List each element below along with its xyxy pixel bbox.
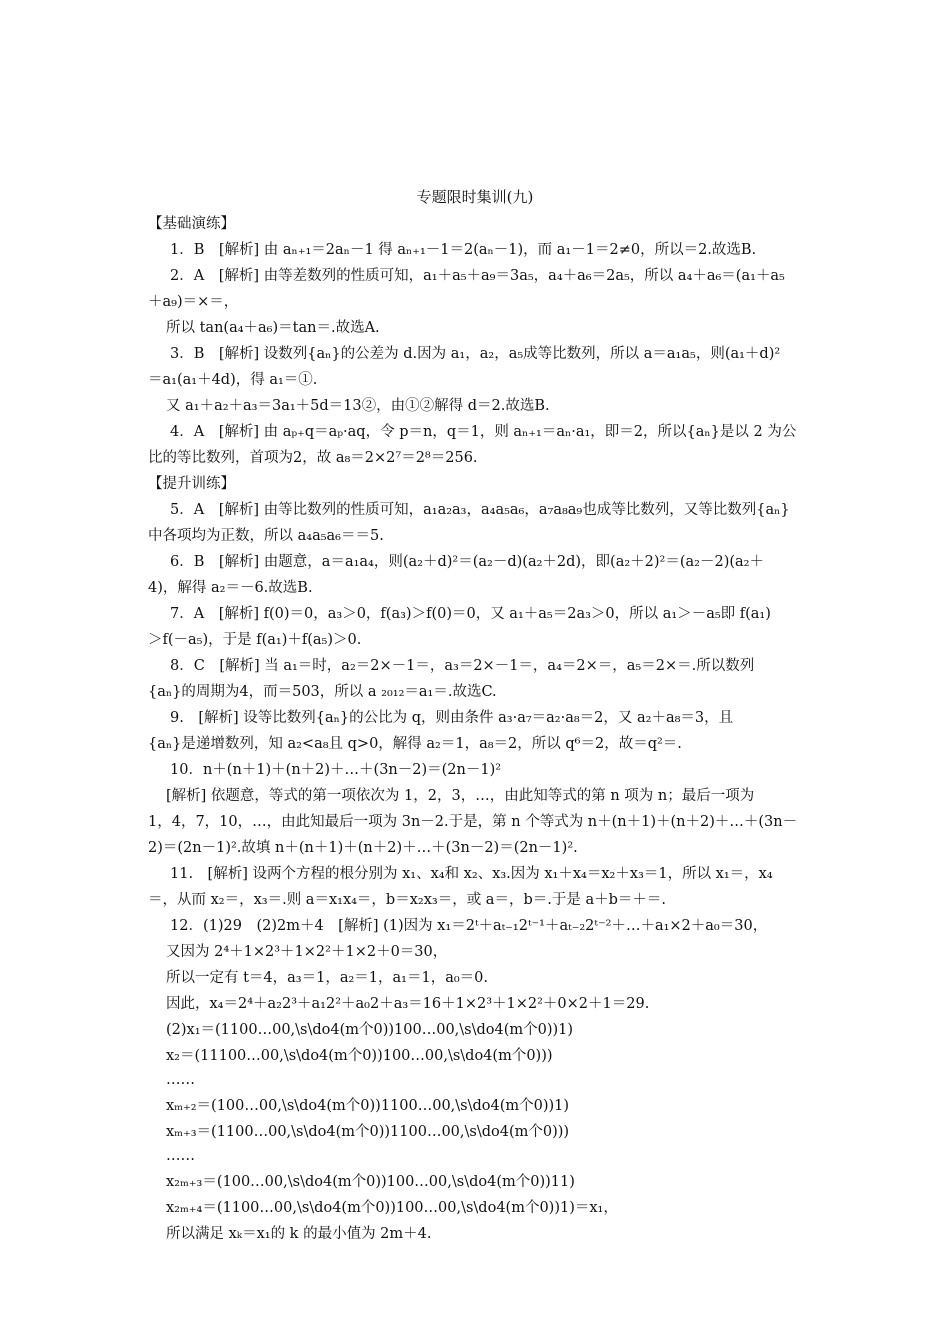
answer-12-line-6: x₂＝(11100…00,\s\do4(m个0))100…00,\s\do4(m个0))) (166, 1048, 553, 1064)
answer-5-line-1: 5．A [解析] 由等比数列的性质可知，a₁a₂a₃，a₄a₅a₆，a₇a₈a₉也成等比数列，又等比数列{aₙ} (170, 502, 790, 518)
answer-10-line-4: 2)＝(2n－1)².故填 n＋(n＋1)＋(n＋2)＋…＋(3n－2)＝(2n－1)². (148, 840, 578, 856)
answer-7-line-2: ＞f(－a₅)，于是 f(a₁)＋f(a₅)＞0. (148, 632, 362, 648)
answer-6-line-1: 6．B [解析] 由题意，a＝a₁a₄，则(a₂＋d)²＝(a₂－d)(a₂＋2d)，即(a₂＋2)²＝(a₂－2)(a₂＋ (170, 554, 764, 570)
section-heading-basic: 【基础演练】 (148, 216, 235, 232)
answer-3-line-2: ＝a₁(a₁＋4d)，得 a₁＝①. (148, 372, 318, 388)
answer-8-line-2: {aₙ}的周期为4，而＝503，所以 a ₂₀₁₂＝a₁＝.故选C. (148, 684, 497, 700)
answer-11-line-1: 11. [解析] 设两个方程的根分别为 x₁、x₄和 x₂、x₃.因为 x₁＋x₄＝x₂＋x₃＝1，所以 x₁＝，x₄ (170, 866, 773, 882)
answer-10-line-3: 1，4，7，10，…，由此知最后一项为 3n－2.于是，第 n 个等式为 n＋(n＋1)＋(n＋2)＋…＋(3n－ (148, 814, 798, 830)
answer-6-line-2: 4)，解得 a₂＝－6.故选B. (148, 580, 313, 596)
answer-2-line-1: 2．A [解析] 由等差数列的性质可知，a₁＋a₅＋a₉＝3a₅，a₄＋a₆＝2a₅，所以 a₄＋a₆＝(a₁＋a₅ (170, 268, 785, 284)
answer-12-line-2: 又因为 2⁴＋1×2³＋1×2²＋1×2＋0＝30， (166, 944, 448, 960)
answer-2-line-3: 所以 tan(a₄＋a₆)＝tan＝.故选A. (166, 320, 380, 336)
answer-4-line-2: 比的等比数列，首项为2，故 a₈＝2×2⁷＝2⁸＝256. (148, 450, 478, 466)
ellipsis-2: …… (166, 1148, 195, 1164)
answer-11-line-2: ＝，从而 x₂＝，x₃＝.则 a＝x₁x₄＝，b＝x₂x₃＝，或 a＝，b＝.于是 a＋b＝＋＝. (148, 892, 666, 908)
page-title: 专题限时集训(九) (416, 188, 534, 206)
answer-10-line-2: [解析] 依题意，等式的第一项依次为 1，2，3，…，由此知等式的第 n 项为 n；最后一项为 (166, 788, 755, 804)
answer-3-line-1: 3．B [解析] 设数列{aₙ}的公差为 d.因为 a₁，a₂，a₅成等比数列，所以 a＝a₁a₅，则(a₁＋d)² (170, 346, 781, 362)
answer-9-line-2: {aₙ}是递增数列，知 a₂<a₈且 q>0，解得 a₂＝1，a₈＝2，所以 q⁶＝2，故＝q²＝. (148, 736, 682, 752)
answer-7-line-1: 7．A [解析] f(0)＝0，a₃＞0，f(a₃)＞f(0)＝0，又 a₁＋a₅＝2a₃＞0，所以 a₁＞－a₅即 f(a₁) (170, 606, 771, 622)
answer-12-line-7: xₘ₊₂＝(100…00,\s\do4(m个0))1100…00,\s\do4(m个0))1) (166, 1098, 570, 1114)
answer-12-line-4: 因此，x₄＝2⁴＋a₂2³＋a₁2²＋a₀2＋a₃＝16＋1×2³＋1×2²＋0×2＋1＝29. (166, 996, 650, 1012)
answer-12-line-11: 所以满足 xₖ＝x₁的 k 的最小值为 2m＋4. (166, 1226, 432, 1242)
answer-10-line-1: 10．n＋(n＋1)＋(n＋2)＋…＋(3n－2)＝(2n－1)² (170, 762, 502, 778)
answer-1: 1．B [解析] 由 aₙ₊₁＝2aₙ－1 得 aₙ₊₁－1＝2(aₙ－1)，而 a₁－1＝2≠0，所以＝2.故选B. (170, 242, 757, 258)
answer-4-line-1: 4．A [解析] 由 aₚ₊q＝aₚ·aq，令 p＝n，q＝1，则 aₙ₊₁＝aₙ·a₁，即＝2，所以{aₙ}是以 2 为公 (170, 424, 797, 440)
answer-3-line-3: 又 a₁＋a₂＋a₃＝3a₁＋5d＝13②，由①②解得 d＝2.故选B. (166, 398, 550, 414)
answer-9-line-1: 9. [解析] 设等比数列{aₙ}的公比为 q，则由条件 a₃·a₇＝a₂·a₈＝2，又 a₂＋a₈＝3，且 (170, 710, 734, 726)
answer-12-line-8: xₘ₊₃＝(1100…00,\s\do4(m个0))1100…00,\s\do4(m个0))) (166, 1124, 570, 1140)
answer-5-line-2: 中各项均为正数，所以 a₄a₅a₆＝＝5. (148, 528, 384, 544)
answer-12-line-9: x₂ₘ₊₃＝(100…00,\s\do4(m个0))100…00,\s\do4(m个0))11) (166, 1174, 575, 1190)
answer-12-line-10: x₂ₘ₊₄＝(1100…00,\s\do4(m个0))100…00,\s\do4(m个0))1)＝x₁， (166, 1200, 618, 1216)
section-heading-advanced: 【提升训练】 (148, 476, 235, 492)
ellipsis-1: …… (166, 1072, 195, 1088)
answer-12-line-5: (2)x₁＝(1100…00,\s\do4(m个0))100…00,\s\do4(m个0))1) (166, 1022, 574, 1038)
answer-12-line-3: 所以一定有 t＝4，a₃＝1，a₂＝1，a₁＝1，a₀＝0. (166, 970, 489, 986)
answer-12-line-1: 12．(1)29 (2)2m＋4 [解析] (1)因为 x₁＝2ᵗ＋aₜ₋₁2ᵗ⁻¹＋aₜ₋₂2ᵗ⁻²＋…＋a₁×2＋a₀＝30， (170, 918, 768, 934)
answer-2-line-2: ＋a₉)＝×＝， (148, 294, 239, 310)
answer-8-line-1: 8．C [解析] 当 a₁＝时，a₂＝2×－1＝，a₃＝2×－1＝，a₄＝2×＝，a₅＝2×＝.所以数列 (170, 658, 755, 674)
